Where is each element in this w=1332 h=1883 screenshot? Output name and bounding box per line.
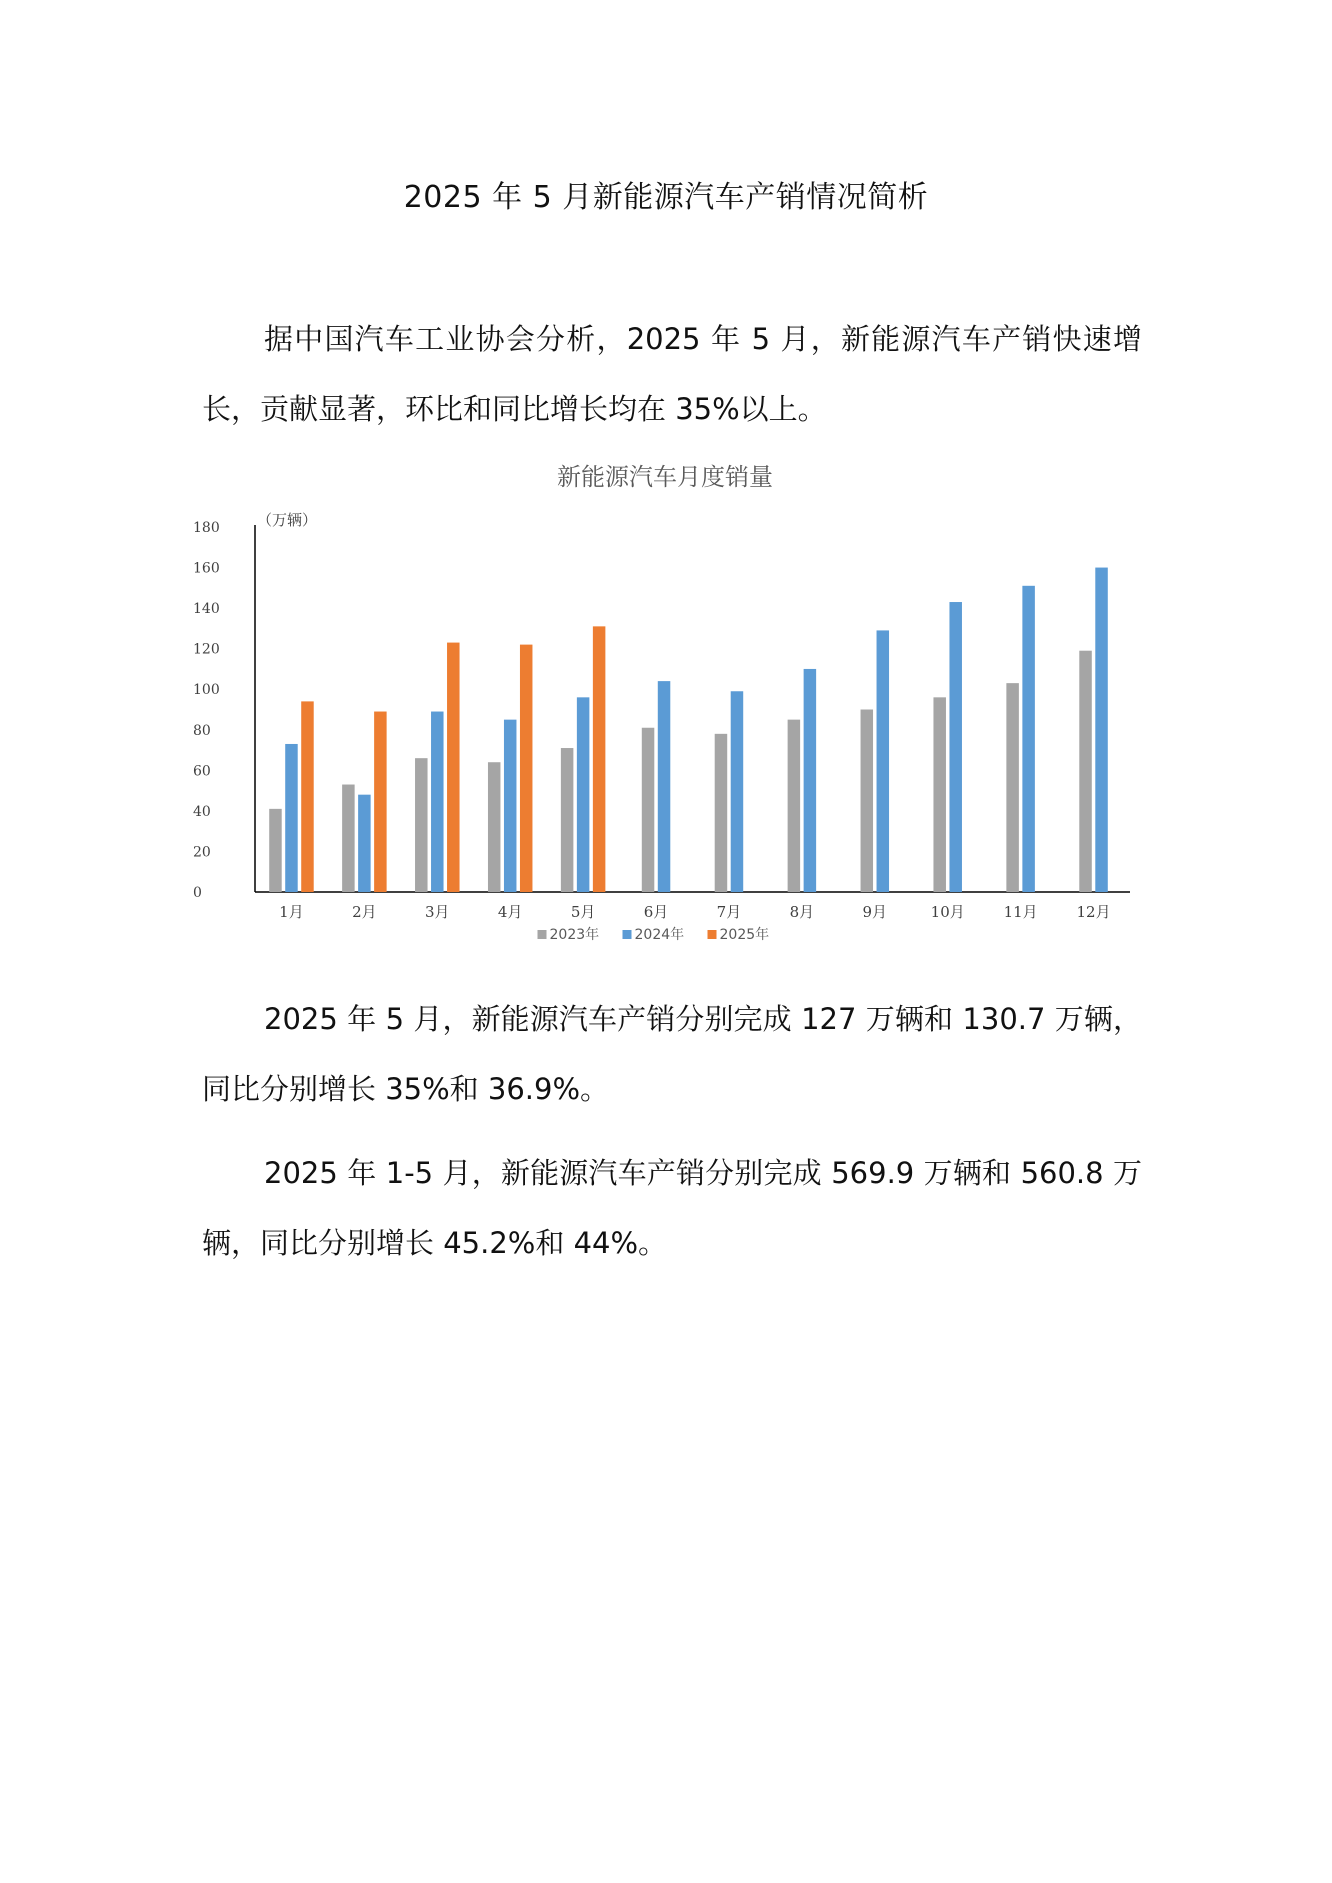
y-tick-label: 80: [193, 722, 211, 739]
bar-2023年-9月: [861, 710, 874, 893]
x-tick-label: 9月: [862, 903, 888, 921]
x-tick-label: 3月: [425, 903, 450, 921]
bar-2024年-3月: [431, 712, 444, 892]
y-tick-label: 100: [193, 682, 220, 699]
bar-2024年-12月: [1095, 568, 1108, 892]
bar-2023年-11月: [1006, 683, 1019, 892]
bar-2023年-4月: [488, 762, 501, 892]
bar-2024年-8月: [804, 669, 817, 892]
bar-2024年-7月: [731, 691, 744, 892]
bar-2023年-6月: [642, 728, 655, 892]
y-tick-label: 20: [193, 844, 211, 861]
bar-2024年-4月: [504, 720, 517, 892]
bar-2023年-3月: [415, 758, 428, 892]
y-tick-label: 120: [193, 641, 220, 658]
bar-2023年-12月: [1079, 651, 1092, 892]
bar-2024年-10月: [949, 602, 962, 892]
bar-2024年-6月: [658, 681, 671, 892]
x-tick-label: 4月: [497, 903, 523, 921]
x-tick-label: 6月: [643, 903, 669, 921]
bar-2025年-4月: [520, 645, 533, 892]
bar-2024年-5月: [577, 697, 590, 892]
y-tick-label: 60: [193, 763, 211, 780]
bar-2025年-2月: [374, 712, 387, 892]
legend-label: 2024年: [634, 927, 685, 943]
x-tick-label: 5月: [570, 903, 596, 921]
paragraph-may-results: 2025 年 5 月，新能源汽车产销分别完成 127 万辆和 130.7 万辆，同比分别增长 35%和 36.9%。: [202, 1002, 1142, 1106]
legend-label: 2023年: [549, 927, 600, 943]
x-tick-label: 7月: [716, 903, 742, 921]
x-tick-label: 2月: [352, 903, 377, 921]
chart-title: 新能源汽车月度销量: [557, 463, 773, 491]
y-tick-label: 40: [193, 803, 211, 820]
legend-swatch-2024年: [623, 930, 632, 939]
x-tick-label: 11月: [1003, 903, 1038, 921]
bar-2024年-2月: [358, 795, 371, 892]
bar-2023年-7月: [715, 734, 728, 892]
bar-2023年-5月: [561, 748, 574, 892]
paragraph-intro: 据中国汽车工业协会分析，2025 年 5 月，新能源汽车产销快速增长，贡献显著，环比和同比增长均在 35%以上。: [202, 322, 1142, 426]
y-axis-unit-label: （万辆）: [257, 511, 318, 529]
y-tick-label: 140: [193, 601, 220, 618]
bar-2023年-2月: [342, 785, 355, 892]
sales-bar-chart: [195, 455, 1145, 955]
legend-swatch-2025年: [708, 930, 717, 939]
x-tick-label: 10月: [930, 903, 965, 921]
x-tick-label: 8月: [789, 903, 815, 921]
bar-2023年-8月: [788, 720, 801, 892]
chart-svg: [195, 455, 1145, 955]
bar-2024年-1月: [285, 744, 298, 892]
bar-2024年-9月: [877, 630, 890, 892]
bar-2025年-3月: [447, 643, 460, 892]
document-title: 2025 年 5 月新能源汽车产销情况简析: [403, 180, 929, 215]
y-tick-label: 180: [193, 520, 220, 536]
bar-2023年-1月: [269, 809, 282, 892]
legend-label: 2025年: [719, 927, 770, 943]
y-tick-label: 0: [193, 885, 202, 901]
legend-swatch-2023年: [538, 930, 547, 939]
x-tick-label: 12月: [1076, 903, 1111, 921]
paragraph-ytd-results: 2025 年 1-5 月，新能源汽车产销分别完成 569.9 万辆和 560.8 万辆，同比分别增长 45.2%和 44%。: [202, 1156, 1142, 1260]
bar-2025年-1月: [301, 701, 314, 892]
bar-2025年-5月: [593, 626, 606, 892]
x-tick-label: 1月: [279, 903, 304, 921]
bar-2024年-11月: [1022, 586, 1035, 892]
y-tick-label: 160: [193, 560, 220, 577]
bar-2023年-10月: [933, 697, 946, 892]
